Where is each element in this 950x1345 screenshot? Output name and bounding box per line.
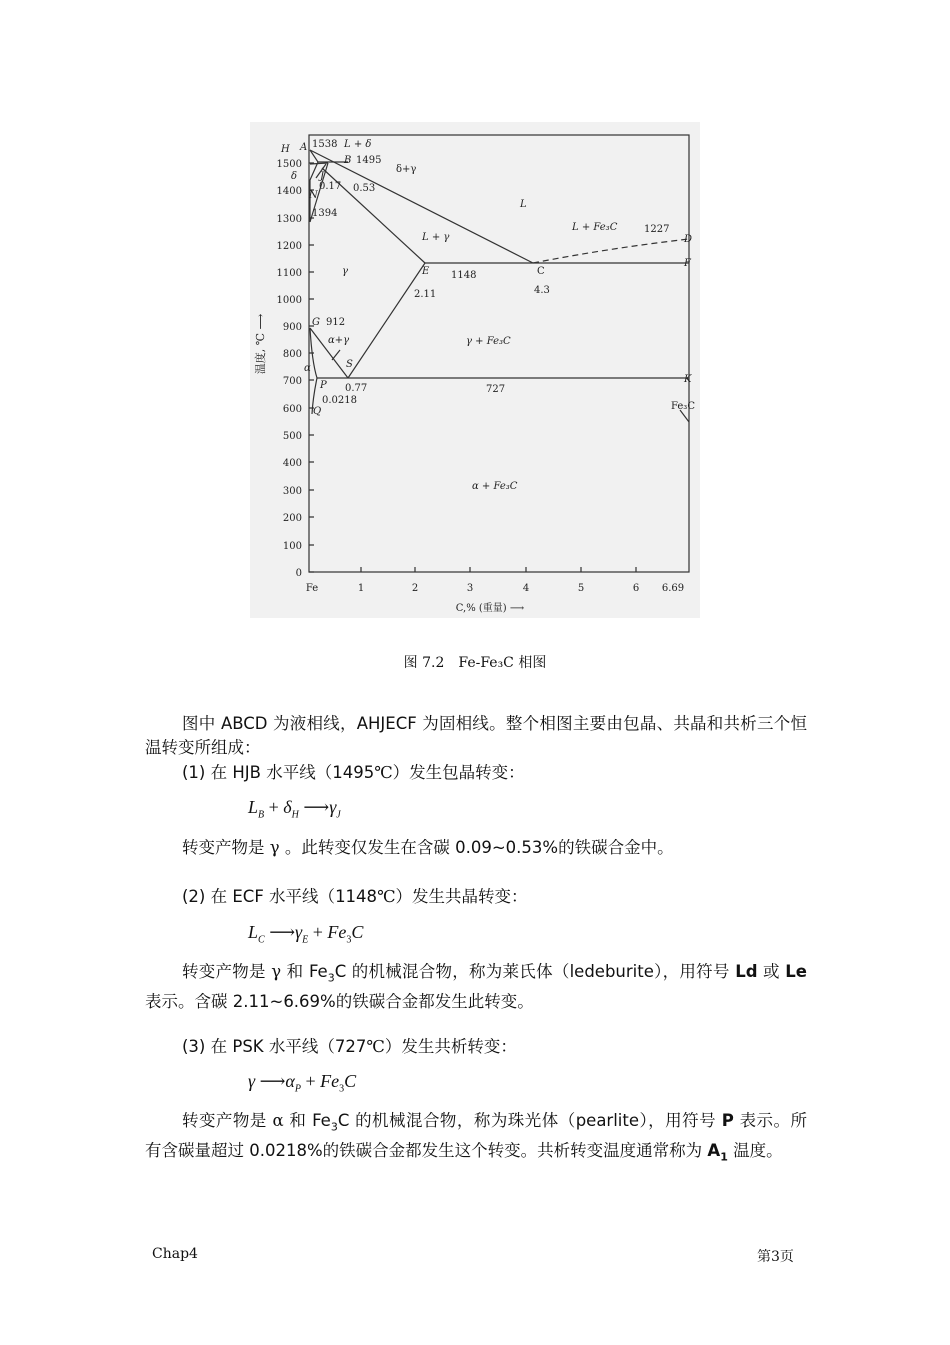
- text: 的机械混合物，称为珠光体（: [349, 1111, 576, 1130]
- text: 的铁碳合金都发生此转变。: [335, 992, 534, 1012]
- equation-eutectic: [248, 922, 363, 946]
- label-N: N: [309, 190, 318, 201]
- text: PSK: [232, 1037, 264, 1056]
- line-CD: [533, 239, 689, 263]
- label-P: P: [320, 380, 327, 391]
- label-alpha: α: [304, 363, 311, 374]
- text: Fe: [308, 962, 328, 981]
- eq-sub: E: [302, 934, 309, 946]
- y-tick: 700: [282, 376, 302, 387]
- label-alpha-gamma: α+γ: [328, 335, 350, 346]
- text: 1148: [335, 887, 378, 906]
- label-S: S: [346, 359, 353, 370]
- label-E: E: [422, 266, 430, 277]
- plot-frame: [309, 135, 689, 572]
- label-Q: Q: [313, 406, 322, 417]
- label-D: D: [684, 234, 693, 245]
- label-gamma-Fe3C: γ + Fe₃C: [466, 336, 511, 347]
- x-tick: 3: [466, 583, 474, 594]
- y-tick: 600: [282, 404, 302, 415]
- eq-op: ⟶: [264, 922, 295, 942]
- label-delta: δ: [291, 171, 298, 182]
- text: ℃）发生共析转变：: [366, 1037, 517, 1056]
- result-1: [145, 836, 807, 860]
- label-0.77: 0.77: [345, 383, 368, 394]
- y-tick: 1000: [276, 295, 302, 306]
- y-tick: 1500: [276, 159, 302, 170]
- eq-op: ⟶: [255, 1071, 286, 1091]
- section-1-heading: [145, 761, 807, 785]
- x-tick: 6.69: [661, 583, 685, 594]
- y-tick: 100: [282, 541, 302, 552]
- x-tick: 4: [522, 583, 530, 594]
- eq-symbol: γ: [329, 797, 337, 817]
- text: P: [721, 1111, 734, 1130]
- text: 3: [330, 1120, 338, 1134]
- text: C: [337, 1111, 350, 1130]
- text: ℃）发生包晶转变：: [374, 763, 525, 782]
- text: 在: [205, 763, 233, 782]
- figure-caption: 图 7.2 Fe-Fe₃C 相图: [403, 655, 547, 671]
- footer-chapter: Chap4: [152, 1246, 198, 1262]
- eq-sub: J: [336, 809, 341, 821]
- label-4.3: 4.3: [534, 285, 550, 296]
- label-alpha-Fe3C: α + Fe₃C: [472, 481, 518, 492]
- text: 水平线（: [263, 887, 336, 906]
- eq-sub: 3: [339, 1083, 345, 1095]
- eq-op: +: [264, 797, 284, 817]
- label-2.11: 2.11: [414, 289, 437, 300]
- text: ），用符号: [653, 962, 736, 981]
- label-L-delta: L + δ: [344, 139, 372, 150]
- intro-paragraph: [145, 712, 807, 760]
- eq-symbol: L: [248, 797, 259, 817]
- text: 1: [720, 1150, 728, 1164]
- y-tick: 800: [282, 349, 302, 360]
- text: 在: [205, 887, 233, 906]
- phase-diagram-svg: [250, 122, 700, 618]
- text: A: [707, 1141, 721, 1161]
- label-B: B: [344, 155, 352, 166]
- label-1538: 1538: [312, 139, 338, 150]
- section-2-heading: [145, 885, 807, 909]
- text: 表示。所有含碳量超过: [145, 1111, 807, 1161]
- x-tick: 2: [411, 583, 419, 594]
- text: 的机械混合物，称为莱氏体（: [346, 962, 570, 981]
- label-0.0218: 0.0218: [322, 395, 357, 406]
- label-1495: 1495: [356, 155, 382, 166]
- y-tick: 500: [282, 431, 302, 442]
- text: 0.09~0.53%: [455, 838, 559, 857]
- text: 水平线（: [260, 763, 333, 782]
- x-tick: Fe: [305, 583, 319, 594]
- equation-peritectic: [248, 797, 341, 821]
- text: Fe: [312, 1111, 331, 1130]
- y-tick-labels: [277, 159, 302, 579]
- text: pearlite: [575, 1111, 639, 1130]
- label-F: F: [684, 258, 691, 269]
- text: 1495: [332, 763, 375, 782]
- label-A: A: [300, 142, 308, 153]
- y-axis-label: 温度, ℃ ⟶: [254, 313, 267, 375]
- x-tick: 5: [577, 583, 585, 594]
- y-tick: 0: [295, 568, 302, 579]
- label-0.17: 0.17: [319, 181, 342, 192]
- label-L-Fe3C: L + Fe₃C: [572, 222, 618, 233]
- y-tick: 200: [282, 513, 302, 524]
- eq-op: +: [308, 922, 328, 942]
- text: 水平线（: [263, 1037, 335, 1056]
- text: 图中: [182, 714, 221, 733]
- text: 0.0218%: [249, 1141, 323, 1161]
- text: (3): [182, 1037, 206, 1056]
- result-2: [145, 960, 807, 1014]
- text: 转变产物是 α 和: [182, 1111, 313, 1130]
- eq-symbol: Fe: [320, 1071, 340, 1091]
- text: 727: [334, 1037, 367, 1056]
- label-1148: 1148: [451, 270, 477, 281]
- eq-symbol: δ: [283, 797, 292, 817]
- label-1227: 1227: [644, 224, 670, 235]
- eq-symbol: α: [285, 1071, 295, 1091]
- eq-sub: 3: [346, 934, 352, 946]
- text: 的铁碳合金中。: [558, 838, 674, 857]
- text: (1): [182, 763, 206, 782]
- eq-sub: B: [258, 809, 265, 821]
- y-tick: 1300: [276, 214, 302, 225]
- eq-symbol: Fe: [327, 922, 347, 942]
- eq-sub: C: [258, 934, 265, 946]
- text: AHJECF: [356, 714, 417, 733]
- x-tick-labels: [306, 583, 684, 594]
- label-delta-gamma: δ+γ: [396, 164, 417, 175]
- eq-sub: P: [294, 1083, 301, 1095]
- eq-symbol: L: [248, 922, 259, 942]
- footer-page-number: 第3页: [757, 1249, 794, 1265]
- text: 为固相线。整个相图主要由包晶、共晶和共析三个恒温转变所组成：: [145, 714, 808, 757]
- text: Le: [785, 962, 807, 981]
- liquidus-AC: [310, 150, 533, 263]
- eq-sub: H: [291, 809, 299, 821]
- label-G: G: [312, 317, 320, 328]
- text: Ld: [735, 962, 758, 981]
- y-tick: 1400: [276, 186, 302, 197]
- eq-op: +: [300, 1071, 321, 1091]
- label-J: J: [320, 171, 325, 182]
- text: 转变产物是 γ 。此转变仅发生在含碳: [182, 838, 456, 857]
- result-3: [145, 1109, 807, 1170]
- label-gamma: γ: [342, 266, 348, 277]
- text: ECF: [232, 887, 264, 906]
- text: 在: [205, 1037, 233, 1056]
- text: 温度。: [727, 1141, 783, 1161]
- text: 或: [757, 962, 786, 981]
- label-L-gamma: L + γ: [422, 232, 450, 243]
- x-tick: 1: [357, 583, 365, 594]
- eq-symbol: γ: [295, 922, 303, 942]
- label-1394: 1394: [312, 208, 338, 219]
- label-K: K: [684, 374, 692, 385]
- text: ），用符号: [639, 1111, 722, 1130]
- eq-symbol: C: [351, 922, 364, 942]
- text: 转变产物是 γ 和: [182, 962, 309, 981]
- section-3-heading: [145, 1035, 807, 1059]
- text: 为液相线，: [267, 714, 357, 733]
- text: 表示。含碳: [145, 992, 233, 1012]
- text: C: [334, 962, 347, 981]
- label-L: L: [520, 199, 527, 210]
- line-ES: [348, 263, 425, 378]
- label-H: H: [281, 144, 290, 155]
- label-912: 912: [326, 317, 346, 328]
- label-0.53: 0.53: [353, 183, 376, 194]
- text: (2): [182, 887, 206, 906]
- eq-symbol: C: [344, 1071, 357, 1091]
- phase-diagram-figure: [250, 122, 700, 618]
- label-Fe3C-right: Fe₃C: [671, 401, 695, 412]
- label-C: C: [537, 266, 545, 277]
- y-tick: 400: [282, 458, 302, 469]
- text: 2.11~6.69%: [232, 992, 336, 1012]
- y-tick: 300: [282, 486, 302, 497]
- text: ℃）发生共晶转变：: [377, 887, 528, 906]
- text: HJB: [232, 763, 261, 782]
- y-tick: 1200: [276, 241, 302, 252]
- text: 的铁碳合金都发生这个转变。共析转变温度通常称为: [322, 1141, 708, 1161]
- x-axis-label: C,% (重量) ⟶: [455, 603, 525, 614]
- equation-eutectoid: [248, 1071, 356, 1095]
- text: ledeburite: [569, 962, 654, 981]
- x-tick: 6: [632, 583, 640, 594]
- label-727: 727: [486, 384, 506, 395]
- y-tick: 1100: [276, 268, 302, 279]
- text: 3: [327, 971, 335, 985]
- eq-symbol: γ: [248, 1071, 256, 1091]
- text: ABCD: [220, 714, 268, 733]
- eq-op: ⟶: [298, 797, 330, 817]
- y-tick: 900: [282, 322, 302, 333]
